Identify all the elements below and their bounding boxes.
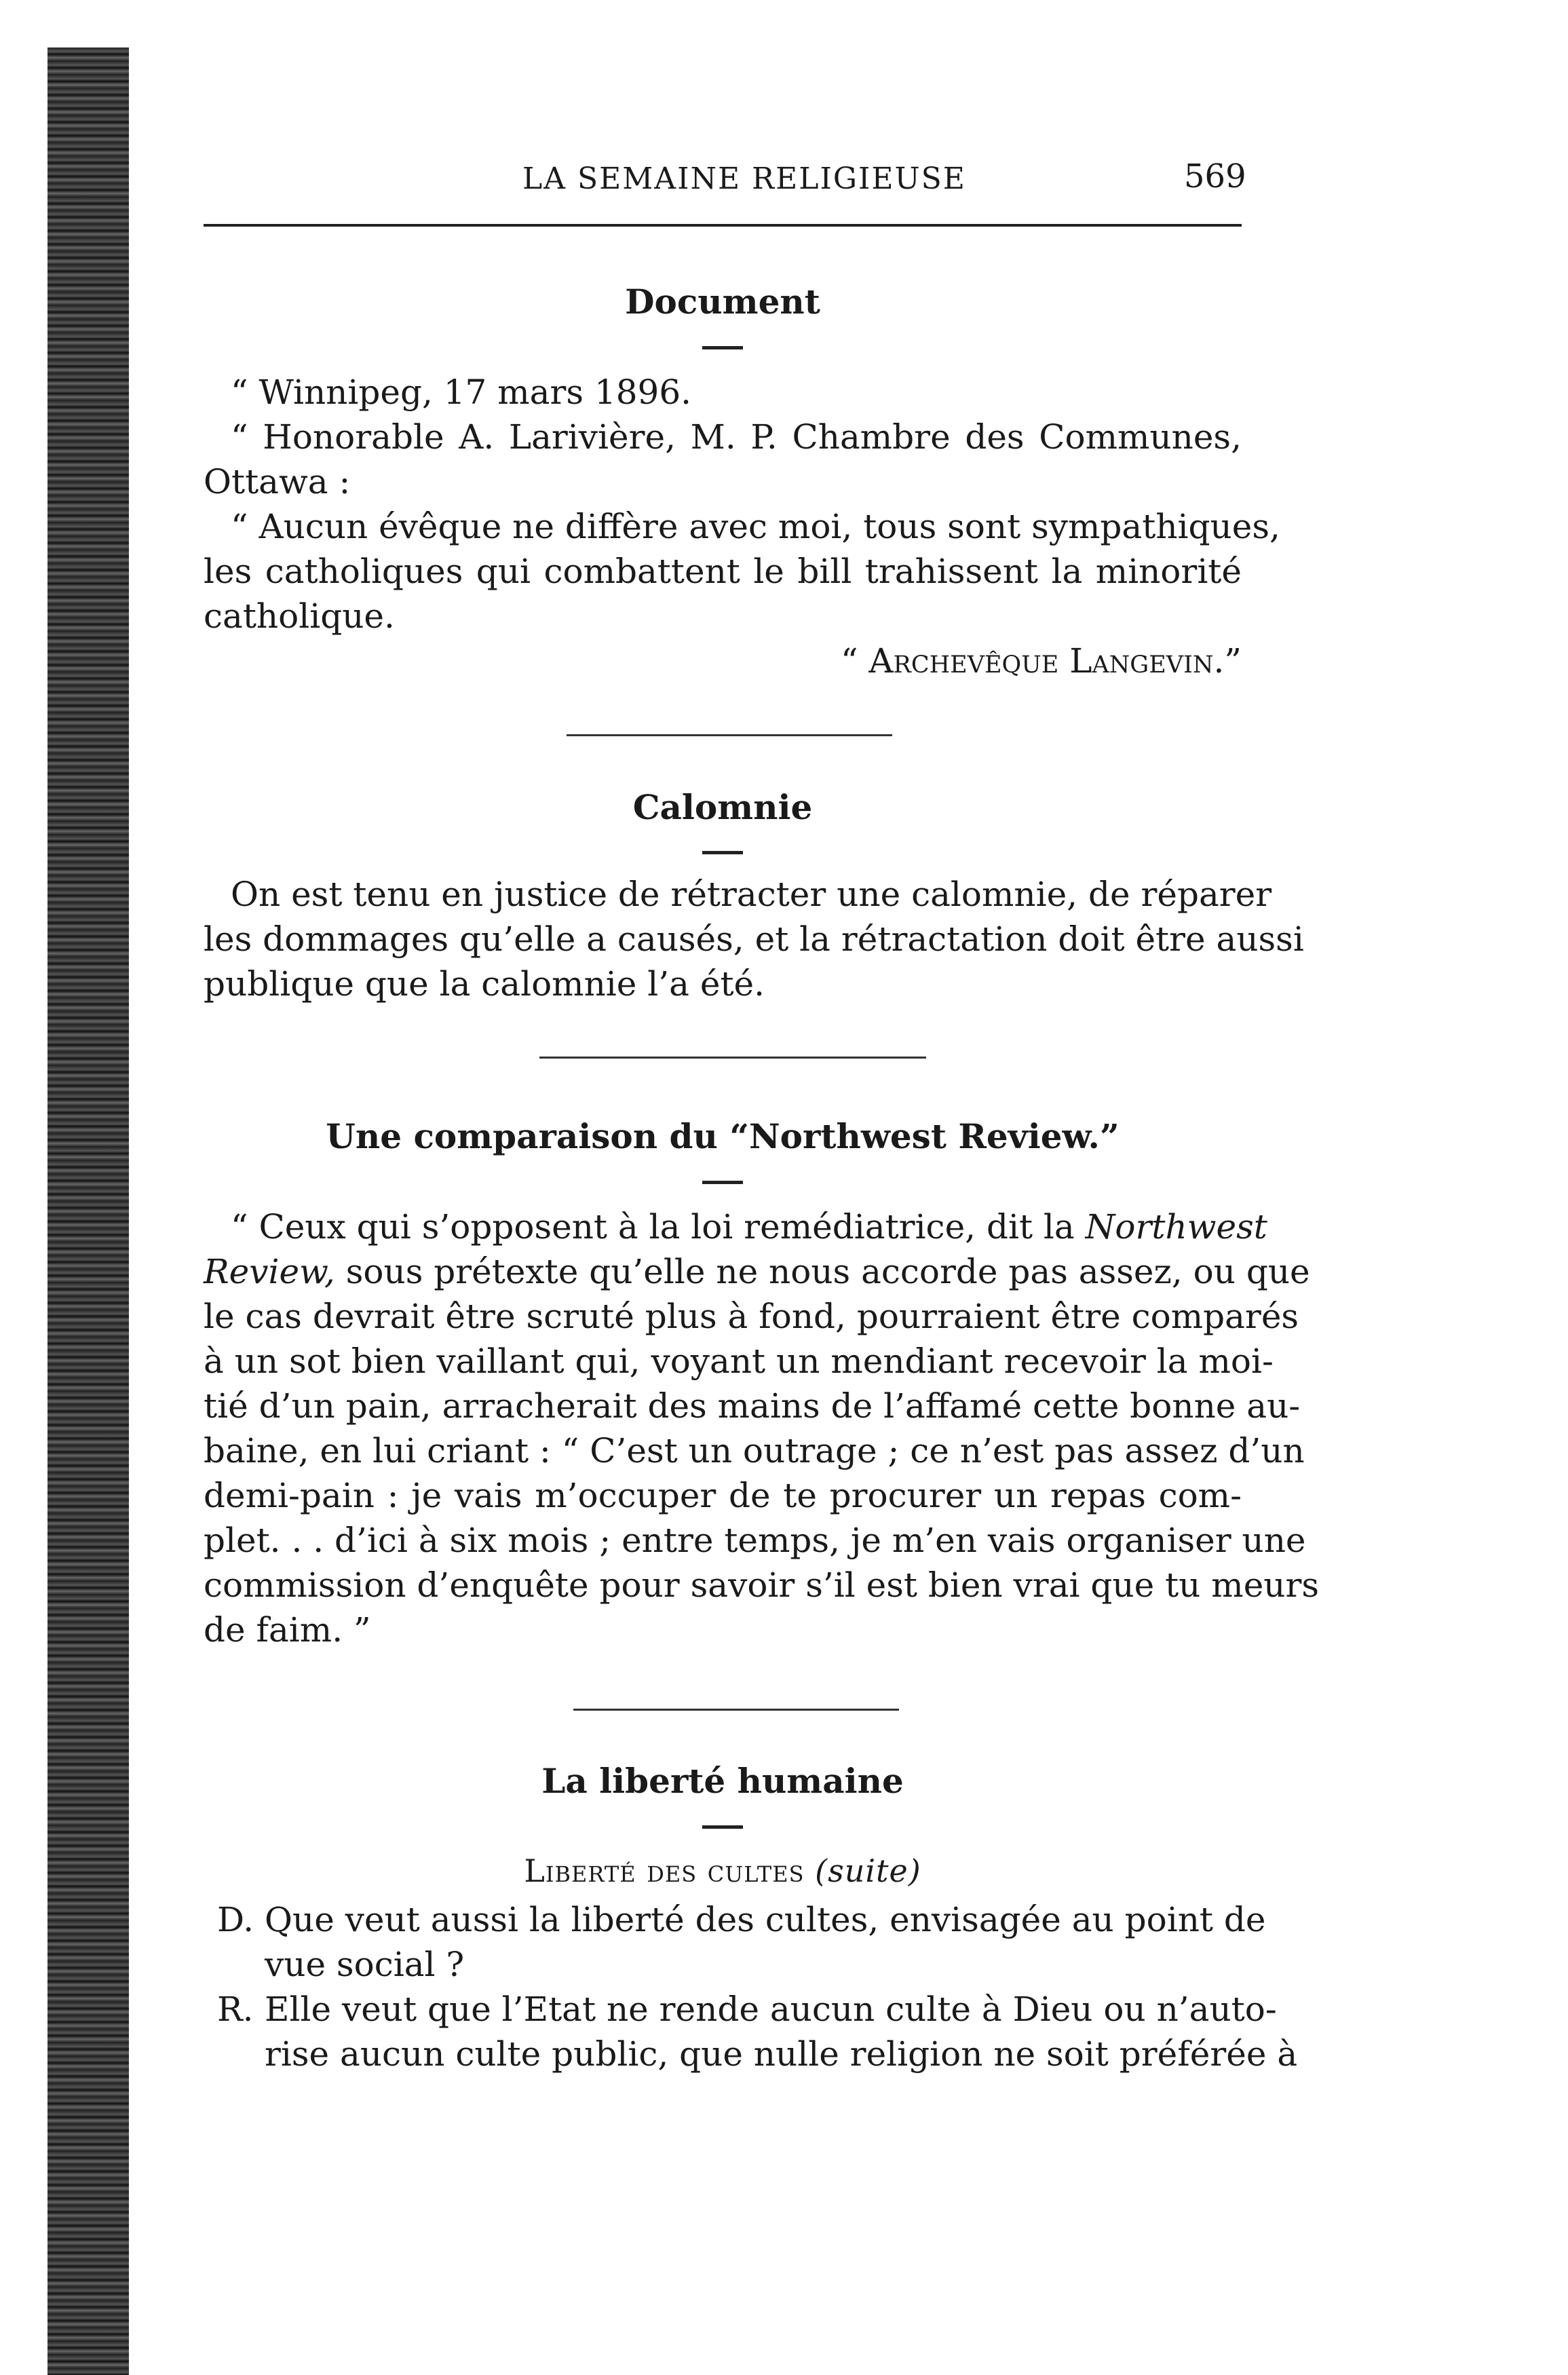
comparaison-line: à un sot bien vaillant qui, voyant un mendiant recevoir la moi- — [204, 1342, 1274, 1381]
comparaison-line: demi-pain : je vais m’occuper de te procurer un repas com- — [204, 1476, 1242, 1515]
page — [204, 0, 1459, 2375]
response-line: rise aucun culte public, que nulle religion ne soit préférée à — [265, 2034, 1298, 2074]
document-line: Ottawa : — [204, 462, 351, 501]
page-number: 569 — [1184, 157, 1246, 195]
comparaison-line: le cas devrait être scruté plus à fond, pourraient être comparés — [204, 1297, 1299, 1336]
section-divider — [567, 734, 892, 736]
calomnie-line: On est tenu en justice de rétracter une calomnie, de réparer — [231, 875, 1272, 914]
question-line: vue social ? — [265, 1945, 465, 1984]
section-title-liberte: La liberté humaine — [541, 1761, 904, 1801]
section-title-calomnie: Calomnie — [632, 787, 813, 827]
comparaison-line: tié d’un pain, arracherait des mains de l’affamé cette bonne au- — [204, 1386, 1301, 1426]
comparaison-line: Review, sous prétexte qu’elle ne nous accorde pas assez, ou que — [204, 1252, 1310, 1291]
title-dash — [702, 851, 743, 854]
calomnie-line: les dommages qu’elle a causés, et la rétractation doit être aussi — [204, 919, 1304, 959]
title-dash — [702, 1825, 743, 1829]
document-line: “ Winnipeg, 17 mars 1896. — [231, 373, 692, 412]
book-spine-edge — [47, 48, 129, 2375]
section-divider — [573, 1709, 899, 1711]
running-title: LA SEMAINE RELIGIEUSE — [522, 162, 966, 196]
section-title-comparaison: Une comparaison du “Northwest Review.” — [326, 1116, 1120, 1156]
title-dash — [702, 346, 743, 349]
question-mark-label: D. — [217, 1900, 254, 1939]
comparaison-line: de faim. ” — [204, 1610, 371, 1650]
italic-text: Northwest — [1085, 1207, 1267, 1247]
section-title-document: Document — [625, 282, 820, 322]
title-dash — [702, 1181, 743, 1184]
section-divider — [539, 1057, 926, 1059]
question-line: Que veut aussi la liberté des cultes, envisagée au point de — [265, 1900, 1266, 1939]
comparaison-line: plet. . . d’ici à six mois ; entre temps, je m’en vais organiser une — [204, 1521, 1306, 1560]
comparaison-line: commission d’enquête pour savoir s’il est bien vrai que tu meurs — [204, 1565, 1320, 1605]
document-line: les catholiques qui combattent le bill trahissent la minorité — [204, 552, 1242, 591]
comparaison-line: baine, en lui criant : “ C’est un outrage ; ce n’est pas assez d’un — [204, 1431, 1305, 1470]
response-mark-label: R. — [217, 1990, 254, 2029]
response-line: Elle veut que l’Etat ne rende aucun culte à Dieu ou n’auto- — [265, 1990, 1277, 2029]
document-line: “ Aucun évêque ne diffère avec moi, tous sont sympathiques, — [231, 507, 1280, 546]
header-rule — [204, 224, 1242, 227]
italic-text: Review, — [204, 1252, 335, 1291]
document-line: “ Honorable A. Larivière, M. P. Chambre des Communes, — [231, 417, 1242, 457]
calomnie-line: publique que la calomnie l’a été. — [204, 964, 765, 1004]
document-line: catholique. — [204, 596, 395, 636]
comparaison-line: “ Ceux qui s’opposent à la loi remédiatrice, dit la Northwest — [231, 1207, 1267, 1247]
subsection-title: Liberté des cultes (suite) — [524, 1852, 921, 1889]
document-signature: “ Archevêque Langevin.” — [840, 641, 1242, 681]
